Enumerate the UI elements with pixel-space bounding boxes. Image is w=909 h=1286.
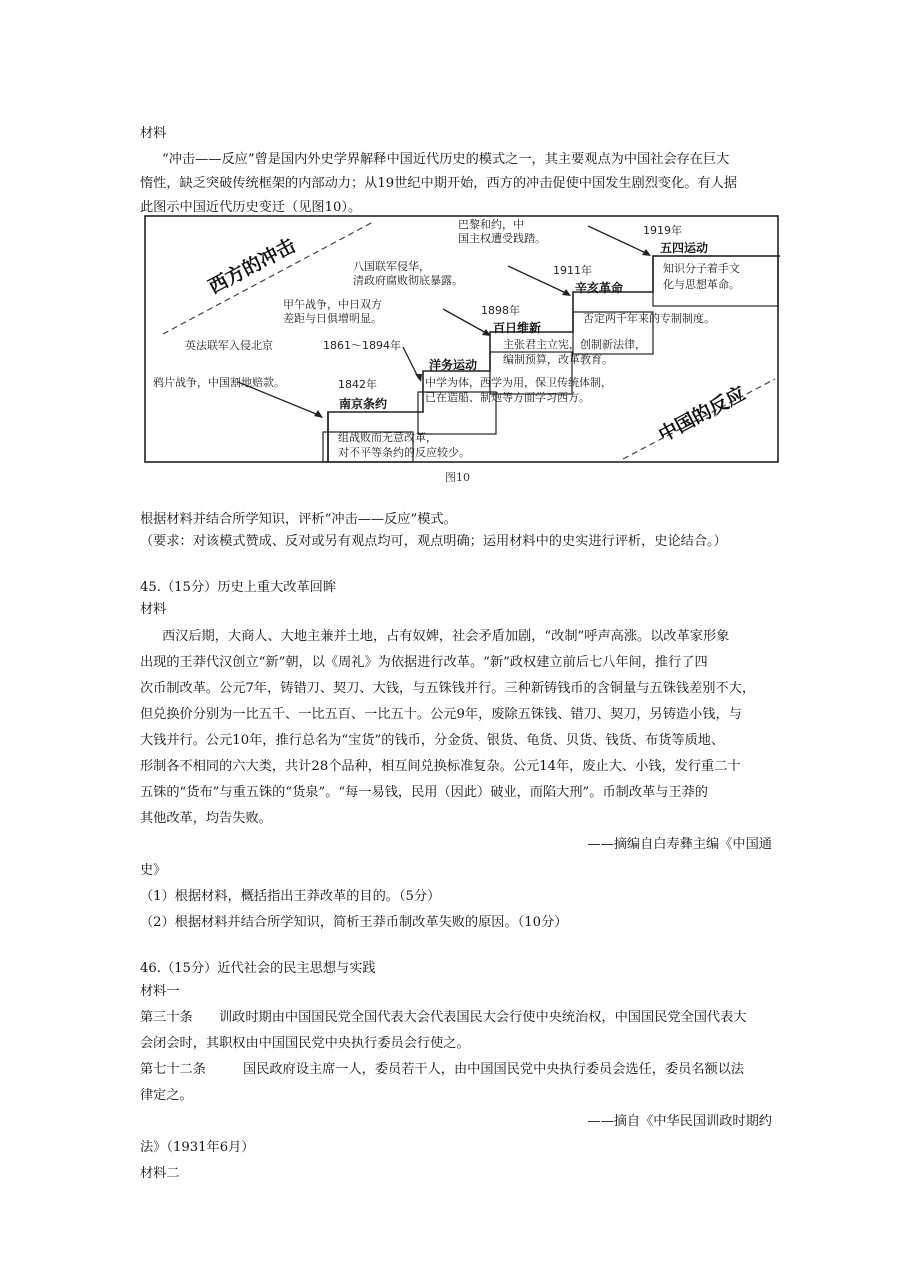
step-1861-response-1: 中学为体，西学为用，保卫传统体制， [425,376,612,389]
q45-body-line-2: 出现的王莽代汉创立“新”朝，以《周礼》为依据进行改革。“新”政权建立前后七八年间，推行了四 [140,655,708,670]
q46-material1-label: 材料一 [140,984,180,999]
q46-source-line-1: ——摘自《中华民国训政时期约 [587,1114,772,1129]
q45-body-line-3: 次币制改革。公元7年，铸错刀、契刀、大钱，与五铢钱并行。三种新铸钱币的含铜量与五铢钱差别不大， [140,681,756,696]
q46-art30-label: 第三十条 [140,1010,193,1025]
q45-body-line-4: 但兑换价分别为一比五千、一比五百、一比五十。公元9年，废除五铢钱、错刀、契刀，另铸造小钱，与 [140,707,742,722]
step-1919-year: 1919年 [643,224,682,237]
q46-art30-line-1: 训政时期由中国国民党全国代表大会代表国民大会行使中央统治权，中国国民党全国代表大 [219,1010,747,1025]
impact-label: 西方的冲击 [205,234,300,299]
response-label: 中国的反应 [655,382,750,447]
step-1842-response-2: 对不平等条约的反应较少。 [338,446,470,459]
step-1898-response-1: 主张君主立宪，创制新法律， [503,338,646,351]
step-1898-impact-2: 差距与日俱增明显。 [283,312,382,325]
q45-body-line-5: 大钱并行。公元10年，推行总名为“宝货”的钱币，分金货、银货、龟货、贝货、钱货、布货等质地、 [140,733,725,748]
q46-title: 46.（15分）近代社会的民主思想与实践 [140,961,376,976]
step-1861-event: 洋务运动 [429,358,478,372]
q46-art72-label: 第七十二条 [140,1062,206,1077]
step-1911-event: 辛亥革命 [575,281,624,295]
material-label: 材料 [140,126,167,141]
q46-art72-line-2: 律定之。 [140,1088,193,1103]
step-1898-impact-1: 甲午战争，中日双方 [283,298,382,311]
intro-line-2: 惰性，缺乏突破传统框架的内部动力；从19世纪中期开始，西方的冲击促使中国发生剧烈变化。有人据 [140,176,738,191]
q45-material-label: 材料 [140,602,167,617]
q45-body-line-1: 西汉后期，大商人、大地主兼并土地，占有奴婢，社会矛盾加剧，“改制”呼声高涨。以改革家形象 [162,629,730,644]
q46-art72-line-1: 国民政府设主席一人，委员若干人，由中国国民党中央执行委员会选任，委员名额以法 [243,1062,745,1077]
step-1919-impact-1: 巴黎和约，中 [458,218,524,231]
step-1911-impact-2: 清政府腐败彻底暴露。 [353,274,463,287]
step-1861-year: 1861～1894年 [323,339,401,352]
step-1919-response-2: 化与思想革命。 [663,278,740,291]
q45-source-line-2: 史》 [140,863,167,878]
intro-line-3: 此图示中国近代历史变迁（见图10）。 [140,200,362,215]
q46-art30-line-2: 会闭会时，其职权由中国国民党中央执行委员会行使之。 [140,1036,470,1051]
step-1861-response-2: 已在造船、制炮等方面学习西方。 [425,391,590,404]
step-1898-event: 百日维新 [493,321,542,335]
figure-caption: 图10 [445,471,470,484]
q45-body-line-6: 形制各不相同的六大类，共计28个品种，相互间兑换标准复杂。公元14年，废止大、小钱，发行重二十 [140,759,741,774]
task-line-2: （要求：对该模式赞成、反对或另有观点均可，观点明确；运用材料中的史实进行评析，史论结合。） [140,534,727,549]
q45-title: 45.（15分）历史上重大改革回眸 [140,580,337,595]
step-1861-impact: 英法联军入侵北京 [185,339,273,352]
step-1842-response-1: 组战败而无意改革， [338,431,437,444]
q45-body-line-7: 五铢的“货布”与重五铢的“货泉”。“每一易钱，民用（因此）破业，而陷大刑”。币制改革与王莽的 [140,785,708,800]
step-1911-response-1: 否定两千年来的专制制度。 [583,312,715,325]
step-1898-response-2: 编制预算，改革教育。 [503,353,613,366]
step-1911-year: 1911年 [553,264,592,277]
step-1919-impact-2: 国主权遭受践踏。 [458,232,546,245]
intro-line-1: “冲击——反应”曾是国内外史学界解释中国近代历史的模式之一，其主要观点为中国社会存在巨大 [162,152,730,167]
q45-sub-question-1: （1）根据材料，概括指出王莽改革的目的。（5分） [140,889,441,904]
task-line-1: 根据材料并结合所学知识，评析“冲击——反应”模式。 [140,512,457,527]
step-1898-year: 1898年 [481,304,520,317]
step-1842-event: 南京条约 [339,397,388,411]
step-1919-event: 五四运动 [660,241,709,255]
q46-source-line-2: 法》（1931年6月） [140,1140,255,1155]
q46-material2-label: 材料二 [140,1166,180,1181]
step-1842-year: 1842年 [338,378,377,391]
step-1842-impact: 鸦片战争，中国割地赔款。 [153,376,285,389]
step-1919-response-1: 知识分子着手文 [663,262,740,275]
q45-source-line-1: ——摘编自白寿彝主编《中国通 [587,837,772,852]
q45-sub-question-2: （2）根据材料并结合所学知识，简析王莽币制改革失败的原因。（10分） [140,915,568,930]
step-1911-impact-1: 八国联军侵华， [353,260,430,273]
figure-10-diagram [143,214,780,466]
q45-body-line-8: 其他改革，均告失败。 [140,811,272,826]
